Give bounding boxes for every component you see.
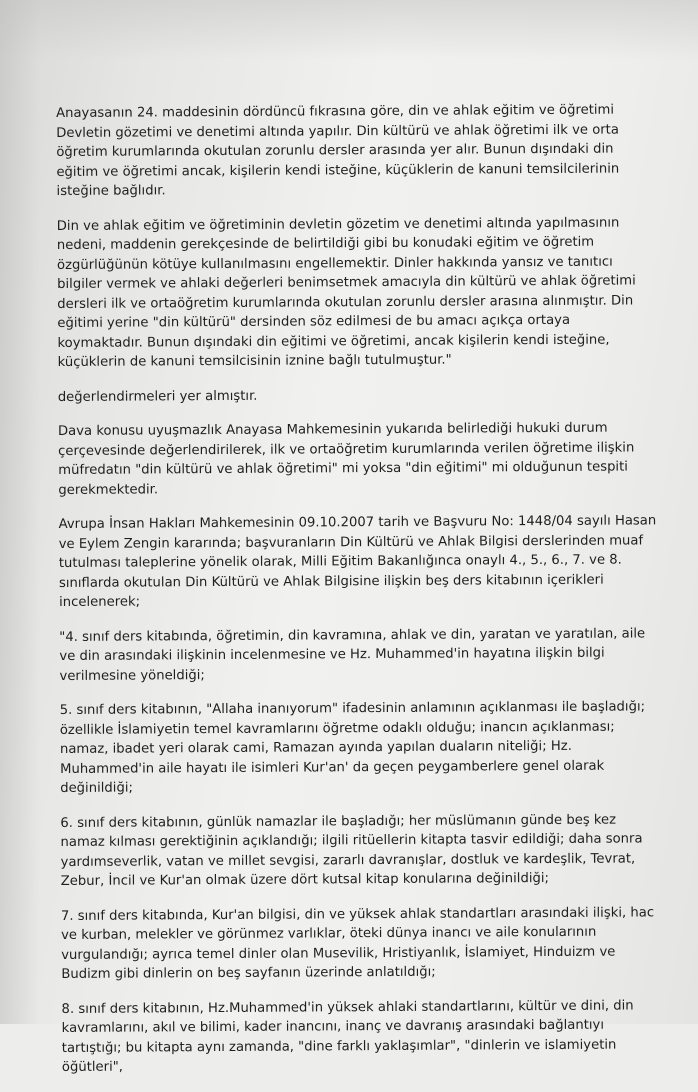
paragraph-grade-5-book: 5. sınıf ders kitabının, "Allaha inanıyorum" ifadesinin anlamının açıklanması ile başladığı; özellikle İslamiyetin temel kavramlarını öğretme odaklı olduğu; inancın açıklanması; namaz, ibadet yeri olarak cami, Ramazan ayında yapılan duaların niteliği; Hz. Muhammed'in aile hayatı ile isimleri Kur'an' da geçen peygamberlere genel olarak değinildiği; — [59, 699, 646, 796]
paragraph-evaluations: değerlendirmeleri yer almıştır. — [57, 388, 258, 405]
paragraph-grade-4-book: "4. sınıf ders kitabında, öğretimin, din kavramına, ahlak ve din, yaratan ve yaratılan, aile ve din arasındaki ilişkinin incelenmesine ve Hz. Muhammed'in hayatına ilişkin bilgi verilmesine yöneldiği; — [59, 625, 646, 684]
page-shadow-left — [0, 0, 40, 1024]
paragraph-grade-8-book: 8. sınıf ders kitabının, Hz.Muhammed'in yüksek ahlaki standartlarını, kültür ve dini, din kavramlarını, akıl ve bilimi, kader inancını, inanç ve davranış arasındaki bağlantıyı tartıştığı; bu kitapta aynı zamanda, "dine farklı yaklaşımlar", "dinlerin ve islamiyetin öğütleri", — [61, 997, 634, 1075]
page-shadow-top — [0, 0, 698, 60]
paragraph-grade-7-book: 7. sınıf ders kitabında, Kur'an bilgisi, din ve yüksek ahlak standartları arasındaki ilişki, hac ve kurban, melekler ve görünmez varlıklar, öteki dünya inancı ve aile konularının vurgulandığı; ayrıca temel dinler olan Musevilik, Hristiyanlık, İslamiyet, Hinduizm ve Budizm gibi dinlerin on beş sayfanın üzerinde anlatıldığı; — [60, 904, 655, 982]
paragraph-echr-decision: Avrupa İnsan Hakları Mahkemesinin 09.10.2007 tarih ve Başvuru No: 1448/04 sayılı Hasan ve Eylem Zengin kararında; başvuranların Din Kültürü ve Ahlak Bilgisi derslerinden muaf tutulması taleplerine yönelik olarak, Milli Eğitim Bakanlığınca onaylı 4., 5., 6., 7. ve 8. sınıflarda okutulan Din Kültürü ve Ahlak Bilgisine ilişkin beş ders kitabının içerikleri incelenerek; — [58, 513, 657, 610]
paragraph-dispute-subject: Dava konusu uyuşmazlık Anayasa Mahkemesinin yukarıda belirlediği hukuki durum çerçevesinde değerlendirilerek, ilk ve ortaöğretim kurumlarında verilen öğretime ilişkin müfredatın "din kültürü ve ahlak öğretimi" mi yoksa "din eğitimi" mi olduğunun tespiti gerekmektedir. — [57, 420, 635, 498]
document-body — [56, 100, 662, 1092]
paragraph-reason-for-supervision: Din ve ahlak eğitim ve öğretiminin devletin gözetim ve denetimi altında yapılmasının nedeni, maddenin gerekçesinde de belirtildiği gibi bu konudaki eğitim ve öğretim özgürlüğünün kötüye kullanılmasını engellemektir. Dinler hakkında yansız ve tanıtıcı bilgiler vermek ve ahlaki değerleri benimsetmek amacıyla din kültürü ve ahlak öğretimi dersleri ilk ve ortaöğretim kurumlarında okutulan zorunlu dersler arasına alınmıştır. Din eğitimi yerine "din kültürü" dersinden söz edilmesi de bu amacı açıkça ortaya koymaktadır. Bunun dışındaki din eğitimi ve öğretimi, ancak kişilerin kendi isteğine, küçüklerin de kanuni temsilcisinin iznine bağlı tutulmuştur." — [56, 215, 636, 370]
paragraph-constitution-article-24: Anayasanın 24. maddesinin dördüncü fıkrasına göre, din ve ahlak eğitim ve öğretimi Devletin gözetimi ve denetimi altında yapılır. Din kültürü ve ahlak öğretimi ilk ve orta öğretim kurumlarında okutulan zorunlu dersler arasında yer alır. Bunun dışındaki din eğitim ve öğretimi ancak, kişilerin kendi isteğine, küçüklerin de kanuni temsilcilerinin isteğine bağlıdır. — [56, 102, 620, 199]
paragraph-grade-6-book: 6. sınıf ders kitabının, günlük namazlar ile başladığı; her müslümanın günde beş kez namaz kılması gerektiğinin açıklandığı; ilgili ritüellerin kitapta tasvir edildiği; daha sonra yardımseverlik, vatan ve millet sevgisi, zararlı davranışlar, dostluk ve kardeşlik, Tevrat, Zebur, İncil ve Kur'an olmak üzere dört kutsal kitap konularına değinildiği; — [60, 812, 643, 889]
